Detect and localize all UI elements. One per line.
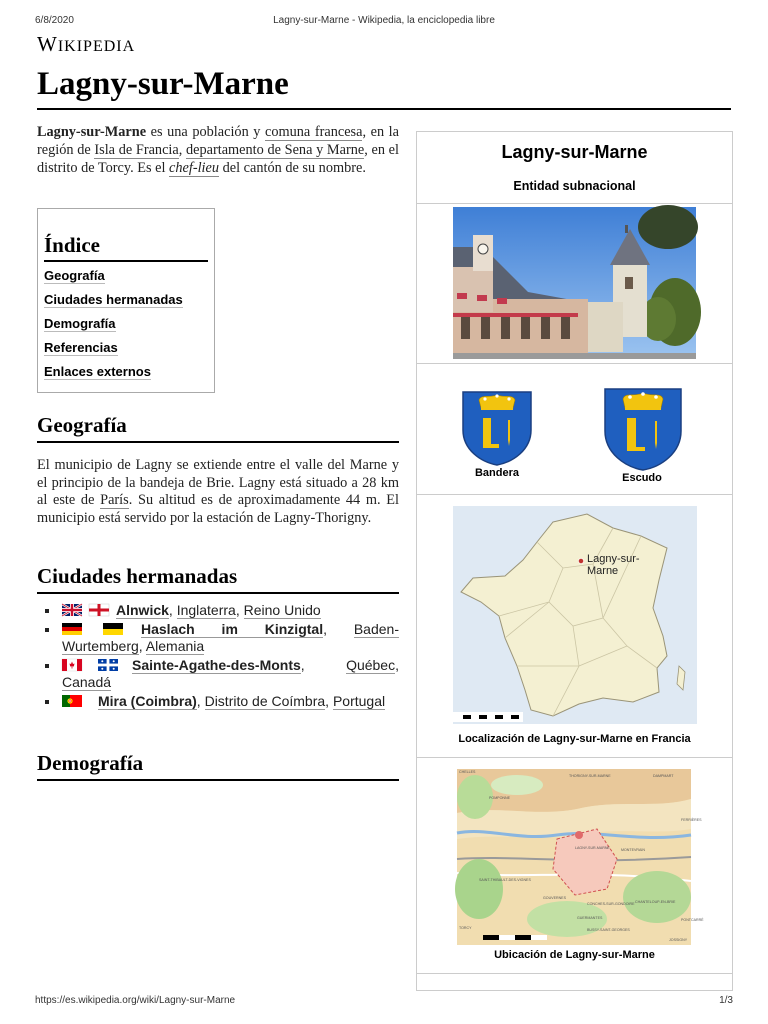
- twin-region[interactable]: Inglaterra: [176, 602, 236, 618]
- twin-region[interactable]: Baden-Wurtemberg: [62, 621, 399, 654]
- toc-item-demografia[interactable]: Demografía: [44, 316, 116, 331]
- twin-cities-list: [45, 602, 399, 712]
- plan-place-label: GUERMANTES: [577, 916, 603, 920]
- page-title: Lagny-sur-Marne: [37, 66, 289, 102]
- infobox-divider: [417, 363, 732, 364]
- infobox-title: Lagny-sur-Marne: [501, 142, 648, 162]
- plan-place-label: THORIGNY-SUR-MARNE: [569, 774, 611, 778]
- list-item: Sainte-Agathe-des-Monts, Québec, Canadá: [45, 657, 399, 691]
- twin-region[interactable]: Distrito de Coímbra: [204, 693, 326, 709]
- infobox-divider: [417, 494, 732, 495]
- plan-place-label: FERRIÈRES: [681, 818, 702, 822]
- toc-item-enlaces[interactable]: Enlaces externos: [44, 364, 151, 379]
- france-location-map[interactable]: [453, 506, 697, 724]
- link-chef-lieu[interactable]: chef-lieu: [169, 160, 220, 176]
- location-map-caption: Localización de Lagny-sur-Marne en Francia: [458, 733, 691, 745]
- twin-country[interactable]: Alemania: [145, 638, 205, 654]
- infobox-divider: [417, 757, 732, 758]
- toc-title: Índice: [44, 233, 208, 262]
- commune-plan-caption: Ubicación de Lagny-sur-Marne: [494, 949, 655, 961]
- commune-plan-map[interactable]: [457, 769, 704, 945]
- link-paris[interactable]: París: [100, 492, 129, 508]
- link-comuna[interactable]: comuna francesa: [265, 124, 363, 140]
- wikipedia-wordmark[interactable]: [37, 32, 135, 57]
- infobox-subtitle[interactable]: Entidad subnacional: [513, 179, 636, 193]
- infobox: [416, 131, 733, 991]
- twin-city-name[interactable]: Alnwick: [116, 602, 169, 618]
- plan-place-label: POMPONNE: [489, 796, 510, 800]
- lead-paragraph: Lagny-sur-Marne es una población y comuna francesa, en la región de Isla de Francia, departamento de Sena y Marne, en el distrito de Torcy. Es el chef-lieu del cantón de su nombre.: [37, 124, 399, 176]
- list-item: Mira (Coimbra), Distrito de Coímbra, Portugal: [45, 693, 399, 710]
- twin-country[interactable]: Reino Unido: [243, 602, 321, 618]
- link-isla-de-francia[interactable]: Isla de Francia: [94, 142, 179, 158]
- twin-city-name[interactable]: Mira (Coimbra): [98, 693, 197, 709]
- list-item: Alnwick, Inglaterra, Reino Unido: [45, 602, 399, 619]
- plan-place-label: JOSSIGNY: [669, 938, 688, 942]
- wordmark-initial: W: [37, 32, 58, 56]
- canada-flag-icon: [62, 659, 82, 671]
- article-subject: Lagny-sur-Marne: [37, 124, 147, 140]
- print-page-title: Lagny-sur-Marne - Wikipedia, la enciclopedia libre: [273, 15, 495, 26]
- wordmark-rest: IKIPEDIA: [57, 38, 136, 55]
- plan-place-label: PONTCARRÉ: [681, 918, 704, 922]
- print-page-number: 1/3: [719, 995, 733, 1006]
- map-marker-label-line2: Marne: [587, 565, 619, 577]
- flag-shield-image[interactable]: [461, 390, 533, 466]
- baden-wurttemberg-flag-icon: [103, 623, 123, 635]
- plan-place-label: DAMPMART: [653, 774, 674, 778]
- plan-place-label: CHELLES: [459, 770, 476, 774]
- plan-place-label: MONTEVRAIN: [621, 848, 645, 852]
- twin-country[interactable]: Canadá: [62, 674, 112, 690]
- title-rule: [37, 108, 731, 110]
- quebec-flag-icon: [98, 659, 118, 671]
- toc-list: [44, 268, 208, 388]
- uk-flag-icon: [62, 604, 82, 616]
- flag-caption: Bandera: [474, 467, 520, 479]
- table-of-contents: [37, 208, 215, 393]
- coat-of-arms-image[interactable]: [603, 387, 683, 471]
- toc-item-ciudades[interactable]: Ciudades hermanadas: [44, 292, 183, 307]
- coat-of-arms-caption: Escudo: [622, 472, 662, 484]
- print-header: [0, 15, 768, 29]
- england-flag-icon: [89, 604, 109, 616]
- plan-place-label: GOUVERNES: [543, 896, 566, 900]
- toc-item-referencias[interactable]: Referencias: [44, 340, 118, 355]
- infobox-divider: [417, 973, 732, 974]
- section-heading-geografia: Geografía: [37, 413, 399, 443]
- twin-city-name[interactable]: Haslach im Kinzigtal: [141, 621, 324, 637]
- plan-place-label: LAGNY-SUR-MARNE: [575, 846, 610, 850]
- infobox-divider: [417, 203, 732, 204]
- section-heading-ciudades-hermanadas: Ciudades hermanadas: [37, 564, 399, 594]
- link-sena-y-marne[interactable]: departamento de Sena y Marne: [185, 142, 365, 158]
- twin-region[interactable]: Québec: [346, 657, 396, 673]
- geografia-paragraph: El municipio de Lagny se extiende entre el valle del Marne y el principio de la bandeja de Brie. Lagny está situado a 28 km al este de París. Su altitud es de aproximadamente 44 m. El municipio está servido por la estación de Lagny-Thorigny.: [37, 457, 399, 526]
- town-hall-photo[interactable]: [453, 207, 696, 359]
- plan-place-label: CONCHES-SUR-GONDOIRE: [587, 902, 635, 906]
- section-heading-demografia: Demografía: [37, 751, 399, 781]
- plan-place-label: SAINT-THIBAULT-DES-VIGNES: [479, 878, 531, 882]
- twin-country[interactable]: Portugal: [332, 693, 386, 709]
- plan-place-label: TORCY: [459, 926, 472, 930]
- plan-place-label: BUSSY-SAINT-GEORGES: [587, 928, 630, 932]
- map-marker-label-line1: Lagny-sur-: [587, 553, 640, 565]
- germany-flag-icon: [62, 623, 82, 635]
- print-url[interactable]: https://es.wikipedia.org/wiki/Lagny-sur-Marne: [35, 995, 236, 1006]
- toc-item-geografia[interactable]: Geografía: [44, 268, 105, 283]
- print-footer: [0, 995, 768, 1009]
- portugal-flag-icon: [62, 695, 82, 707]
- twin-city-name[interactable]: Sainte-Agathe-des-Monts: [132, 657, 301, 673]
- plan-place-label: CHANTELOUP-EN-BRIE: [635, 900, 676, 904]
- print-date: 6/8/2020: [35, 15, 74, 26]
- list-item: Haslach im Kinzigtal, Baden-Wurtemberg, Alemania: [45, 621, 399, 655]
